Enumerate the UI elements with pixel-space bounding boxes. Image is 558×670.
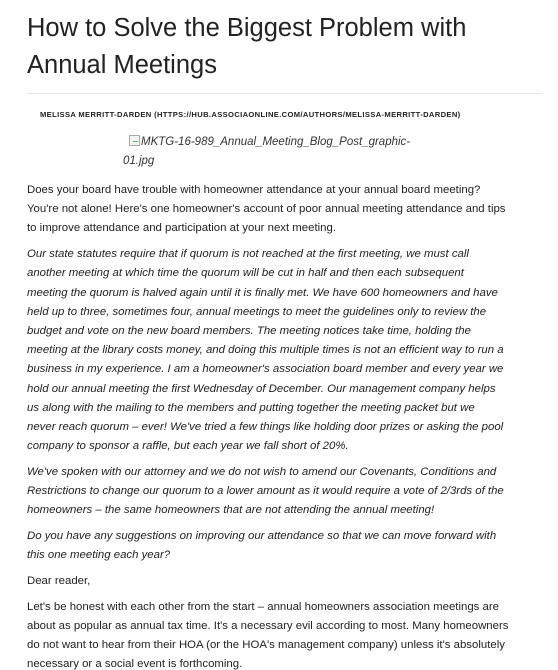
article-body <box>27 181 547 670</box>
paragraph-line: this one meeting each year? <box>27 549 171 562</box>
paragraph-line: company to sponsor a raffle, but each year we fall short of 20%. <box>27 440 349 453</box>
image-alt-text <box>123 133 431 171</box>
article-paragraph <box>27 527 547 565</box>
article-title <box>27 10 547 84</box>
article-paragraph <box>27 181 547 239</box>
title-divider <box>27 93 542 94</box>
article-title-line: Annual Meetings <box>27 51 217 79</box>
paragraph-line: homeowners – the same homeowners that are not attending the annual meeting! <box>27 504 435 517</box>
article-paragraph <box>27 245 547 456</box>
image-alt-line: 01.jpg <box>123 155 155 167</box>
article-title-line: How to Solve the Biggest Problem with <box>27 14 467 42</box>
author-byline-link[interactable]: MELISSA MERRITT-DARDEN (HTTPS://HUB.ASSOCIAONLINE.COM/AUTHORS/MELISSA-MERRITT-DARDEN) <box>40 110 461 119</box>
broken-image-icon <box>129 135 140 146</box>
paragraph-line: hold our annual meeting the first Wednesday of December. Our management company helps <box>27 382 496 395</box>
paragraph-line: necessary or a social event is forthcoming. <box>27 658 243 670</box>
paragraph-line: Restrictions to change our quorum to a lower amount as it would require a vote of 2/3rds of the <box>27 485 504 498</box>
paragraph-line: do not want to hear from their HOA (or the HOA's management company) unless it's absolutely <box>27 638 505 651</box>
paragraph-line: never reach quorum – ever! We've tried a few things like holding door prizes or asking the pool <box>27 420 504 433</box>
paragraph-line: held up to three, sometimes four, annual meetings to meet the guidelines only to review the <box>27 305 487 318</box>
paragraph-line: Does your board have trouble with homeowner attendance at your annual board meeting? <box>27 184 481 196</box>
paragraph-line: meeting at the library costs money, and doing this multiple times is not an efficient way to run a <box>27 344 504 357</box>
paragraph-line: Do you have any suggestions on improving our attendance so that we can move forward with <box>27 529 497 542</box>
paragraph-line: We've spoken with our attorney and we do not wish to amend our Covenants, Conditions and <box>27 465 497 478</box>
article-paragraph <box>27 463 547 521</box>
paragraph-line: Let's be honest with each other from the start – annual homeowners association meetings are <box>27 600 499 613</box>
paragraph-line: business in my experience. I am a homeowner's association board member and every year we <box>27 363 504 376</box>
paragraph-line: about as popular as annual tax time. It's a necessary evil according to most. Many homeowners <box>27 619 509 632</box>
article-paragraph <box>27 572 547 591</box>
paragraph-line: to improve attendance and participation at your next meeting. <box>27 222 336 235</box>
paragraph-line: us along with the mailing to the members and putting together the meeting packet but we <box>27 401 475 414</box>
article-paragraph <box>27 598 547 670</box>
paragraph-line: Dear reader, <box>27 574 91 587</box>
paragraph-line: another meeting at which time the quorum will be cut in half and then each subsequent <box>27 267 464 280</box>
paragraph-line: Our state statutes require that if quorum is not reached at the first meeting, we must call <box>27 248 469 261</box>
image-alt-line: MKTG-16-989_Annual_Meeting_Blog_Post_graphic- <box>141 136 411 148</box>
paragraph-line: You're not alone! Here's one homeowner's account of poor annual meeting attendance and tips <box>27 203 506 216</box>
paragraph-line: meeting the quorum is halved again until it is finally met. We have 600 homeowners and have <box>27 286 498 299</box>
article-image <box>124 133 434 173</box>
paragraph-line: budget and vote on the new board members. The meeting notices take time, holding the <box>27 324 471 337</box>
